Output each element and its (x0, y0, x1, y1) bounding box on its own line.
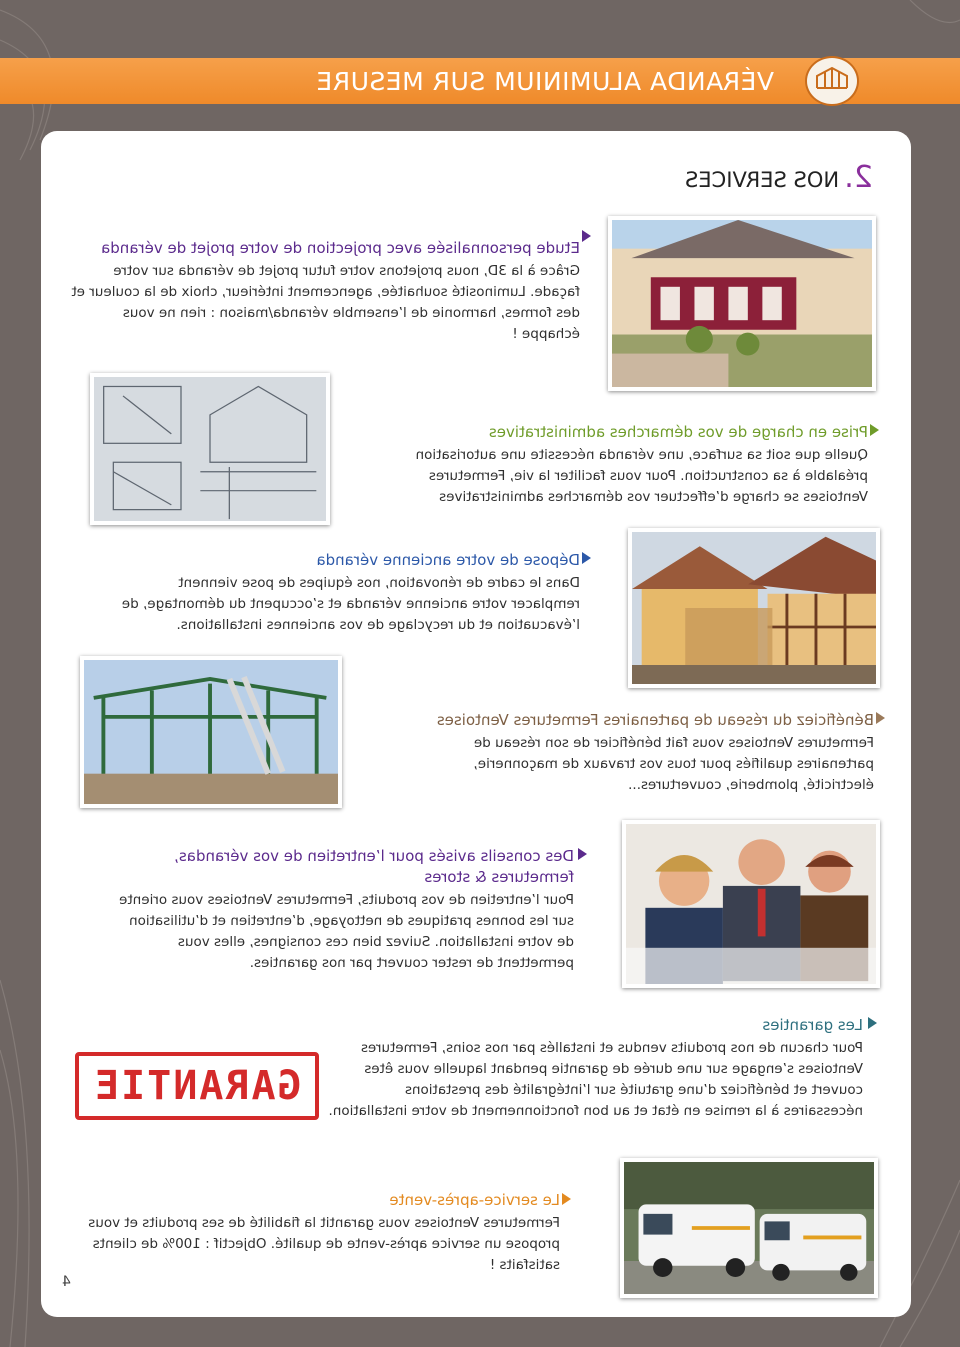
bullet-arrow-icon (578, 848, 587, 860)
service-block-garanties (325, 1015, 863, 1122)
service-title: Les garanties (762, 1016, 863, 1034)
service-text: Quelle que soit sa surface, une véranda nécessite une autorisation préalable à sa construction. Pour vous faciliter la vie, Fermetures Ventoises se charge d’effectuer vos démarches administratives (415, 447, 868, 505)
half-timbered-house-veranda-photo (628, 528, 880, 688)
service-text: Dans le cadre de rénovation, nos équipes de pose viennent remplacer votre ancienne véranda et s’occupent du démontage, de l’évacuation et du recyclage de vos anciennes installations. (121, 575, 580, 633)
architectural-plans-photo (90, 373, 330, 525)
service-text: Pour l’entretien de vos produits, Fermetures Ventoises vous oriente sur les bonnes pratiques de nettoyage, d’entretien et d’utilisation de votre installation. Suivez bien ces consignes, elles vous permettent de rester couvert par nos garanties. (119, 892, 574, 971)
bullet-arrow-icon (582, 230, 591, 242)
service-text: Fermetures Ventoises vous garantit la fiabilité de ses produits et vous propose un service après-vente de qualité. Objectif : 100% de clients satisfaits ! (88, 1215, 560, 1273)
service-text: Pour chacun de nos produits vendus et installés par nos soins, Fermetures Ventoises s’engage sur une durée de garantie pendant laquelle vous êtes couvert et bénéficiez d’une gratuité sur l’intégralité des prestations nécessaires à la remise en état et au bon fonctionnement de votre installation. (328, 1040, 863, 1119)
service-block-conseils (112, 846, 574, 974)
bullet-arrow-icon (868, 1017, 877, 1029)
service-title: Des conseils avisés pour l’entretien de vos vérandas, fermetures & stores (174, 847, 574, 886)
stamp-text: GARANTIE (92, 1063, 302, 1109)
service-block-etude (64, 238, 580, 345)
section-label: NOS SERVICES (685, 168, 840, 192)
service-title: Dépose de votre ancienne véranda (316, 551, 580, 569)
service-title: Le service-après-vente (389, 1191, 560, 1209)
service-text: Grâce à la 3D, nous projetons votre futur projet de véranda sur votre façade. Luminosité souhaitée, agencement intérieur, choix de la couleur et des formes, harmonie de l’ensemble véranda/maison : rien ne vous échappe ! (71, 263, 580, 342)
bullet-arrow-icon (876, 712, 885, 724)
service-title: Bénéficiez du réseau de partenaires Fermetures Ventoises (436, 711, 874, 729)
page-number (62, 1274, 71, 1290)
advisor-handshake-photo (622, 820, 880, 988)
veranda-logo-icon (805, 56, 859, 106)
section-number: 2. (844, 160, 873, 195)
garantie-stamp (75, 1052, 319, 1120)
section-title (683, 160, 873, 194)
page-number-text: 4 (62, 1274, 71, 1290)
service-block-sav (80, 1190, 560, 1276)
house-with-red-veranda-photo (608, 216, 876, 391)
bullet-arrow-icon (582, 552, 591, 564)
service-title: Etude personnalisée avec projection de votre projet de véranda (101, 239, 580, 257)
service-text: Fermetures Ventoises vous fait bénéficier de son réseau de partenaires qualifiés pour tous vos travaux de maçonnerie, électricité, plomberie, couvertures... (473, 735, 874, 793)
bullet-arrow-icon (562, 1193, 571, 1205)
service-block-depose (110, 550, 580, 636)
bullet-arrow-icon (870, 424, 879, 436)
veranda-construction-photo (80, 656, 342, 808)
service-vans-photo (620, 1158, 878, 1298)
service-block-demarches (388, 422, 868, 508)
service-title: Prise en charge de vos démarches administratives (488, 423, 868, 441)
service-block-partenaires (400, 710, 874, 796)
header-title: VÉRANDA ALUMINIUM SUR MESURE (315, 66, 774, 96)
